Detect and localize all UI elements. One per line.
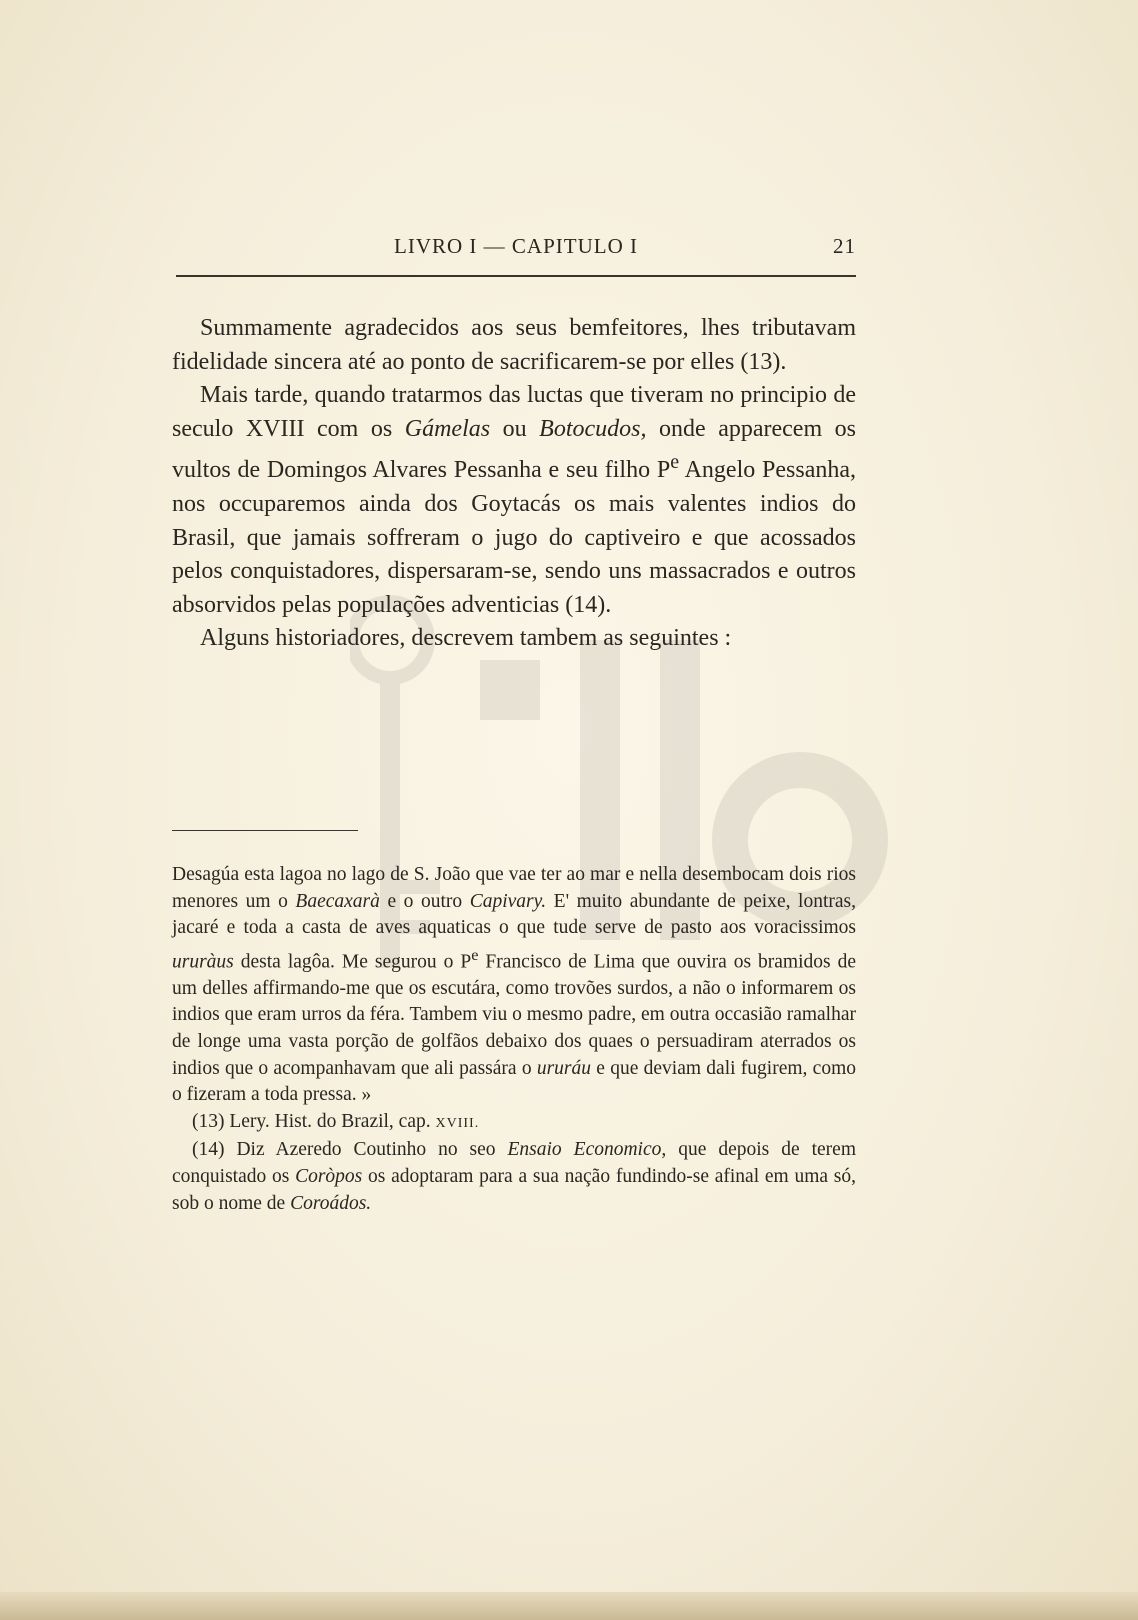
paragraph-3: Alguns historiadores, descrevem tambem as seguintes :: [200, 625, 732, 652]
footnote-14: (14) Diz Azeredo Coutinho no seo Ensaio Economico, que depois de terem conquistado os Coròpos os adoptaram para a sua nação fundindo-se afinal em uma só, sob o nome de Coroádos.: [172, 1139, 856, 1214]
footnote-13: (13) Lery. Hist. do Brazil, cap. XVIII.: [192, 1110, 480, 1132]
page-bottom-edge: [0, 1592, 1138, 1620]
footnote-separator: [172, 830, 358, 831]
running-header: [176, 234, 856, 262]
page-number: 21: [833, 234, 856, 258]
footnote-continuation: Desagúa esta lagoa no lago de S. João que vae ter ao mar e nella desembocam dois rios menores um o Baecaxarà e o outro Capivary. E' muito abundante de peixe, lontras, jacaré e toda a casta de aves aquaticas o que tude serve de pasto aos voracissimos ururàus desta lagôa. Me segurou o $P^e$ Francisco de Lima que ouvira os bramidos de um delles affirmando-me que os escutára, como trovões surdos, a não o informarem os indios que eram urros da féra. Tambem viu o mesmo padre, em outra occasião ramalhar de longe uma vasta porção de golfãos debaixo dos quaes o persuadiram aterrados os indios que o acompanhavam que ali passára o ururáu e que deviam dali fugirem, como o fizeram a toda pressa. »: [172, 864, 857, 1106]
footnotes: [172, 862, 856, 1217]
main-text: [172, 312, 856, 656]
paragraph-1: Summamente agradecidos aos seus bemfeitores, lhes tributavam fidelidade sincera até ao ponto de sacrificarem-se por elles (13).: [172, 315, 856, 375]
chapter-title: LIVRO I — CAPITULO I: [394, 234, 638, 258]
header-rule: [176, 275, 856, 277]
paragraph-2: Mais tarde, quando tratarmos das luctas que tiveram no principio de seculo XVIII com os Gámelas ou Botocudos, onde apparecem os vultos de Domingos Alvares Pessanha e seu filho $P^e$ Angelo Pessanha, nos occuparemos ainda dos Goytacás os mais valentes indios do Brasil, que jamais soffreram o jugo do captiveiro e que acossados pelos conquistadores, dispersaram-se, sendo uns massacrados e outros absorvidos pelas populações adventicias (14).: [172, 382, 857, 618]
